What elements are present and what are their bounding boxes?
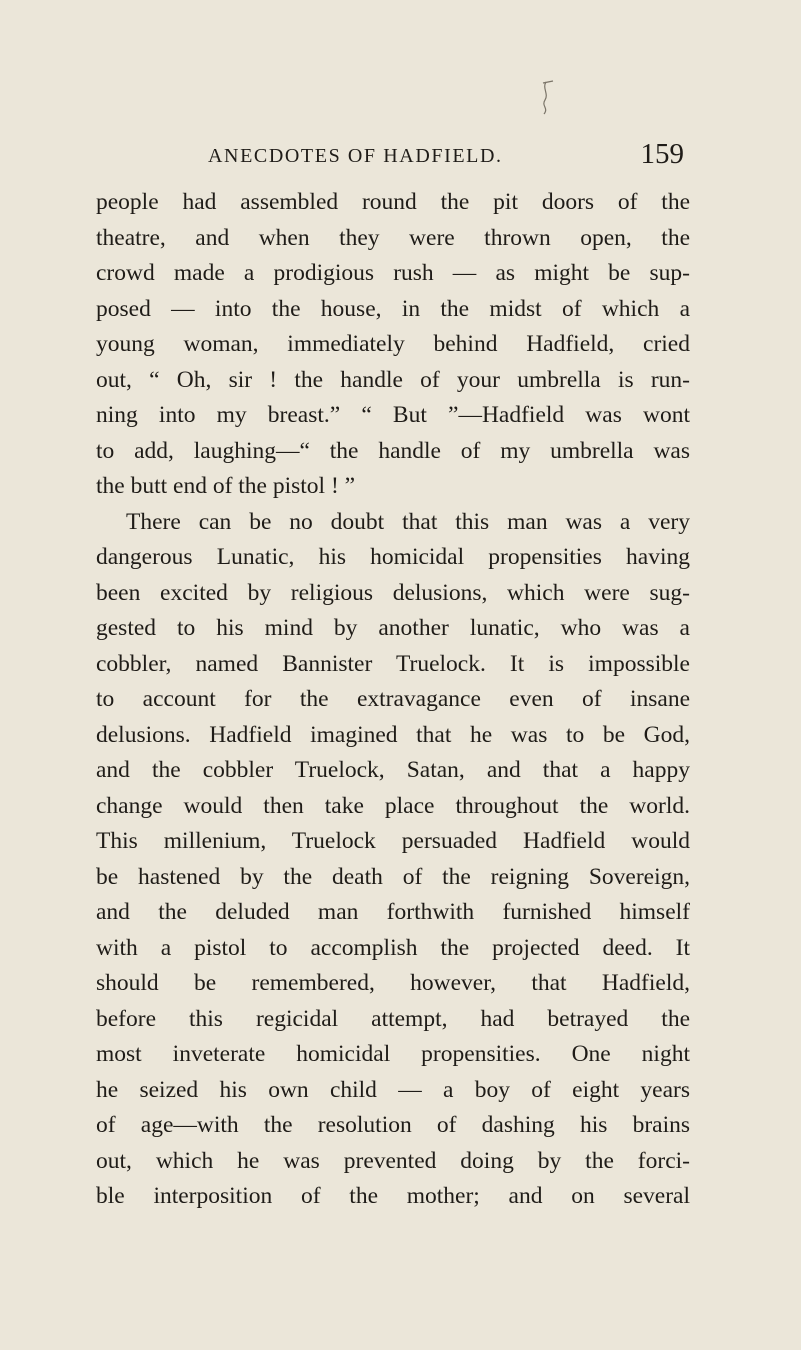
text-line: change would then take place throughout the world. (96, 792, 690, 819)
text-line: been excited by religious delusions, which were sug- (96, 579, 690, 606)
running-head (208, 138, 684, 174)
text-line: of age—with the resolution of dashing his brains (96, 1112, 690, 1138)
text-line: and the cobbler Truelock, Satan, and that a happy (96, 757, 690, 783)
text-line: before this regicidal attempt, had betrayed the (96, 1005, 690, 1032)
text-line: with a pistol to accomplish the projected deed. It (96, 934, 690, 961)
text-line: most inveterate homicidal propensities. One night (96, 1041, 690, 1067)
text-line: dangerous Lunatic, his homicidal propensities having (96, 544, 690, 570)
text-line: and the deluded man forthwith furnished himself (96, 899, 690, 925)
text-line: theatre, and when they were thrown open, the (96, 224, 690, 251)
text-line: to account for the extravagance even of insane (96, 686, 690, 712)
text-line: the butt end of the pistol ! ” (96, 473, 356, 499)
text-line: to add, laughing—“ the handle of my umbrella was (96, 437, 690, 464)
running-title: ANECDOTES OF HADFIELD. (208, 145, 503, 167)
text-line: crowd made a prodigious rush — as might be sup- (96, 260, 690, 286)
body-text (96, 185, 690, 1215)
text-line: ning into my breast.” “ But ”—Hadfield was wont (96, 402, 690, 428)
text-line: young woman, immediately behind Hadfield, cried (96, 331, 690, 357)
text-line: posed — into the house, in the midst of which a (96, 295, 690, 322)
text-line: be hastened by the death of the reigning Sovereign, (96, 863, 690, 890)
text-line: This millenium, Truelock persuaded Hadfield would (96, 828, 690, 854)
text-line: cobbler, named Bannister Truelock. It is impossible (96, 650, 690, 677)
text-line: out, which he was prevented doing by the forci- (96, 1147, 690, 1174)
text-line: he seized his own child — a boy of eight years (96, 1076, 690, 1103)
text-line: should be remembered, however, that Hadfield, (96, 970, 690, 996)
text-line: gested to his mind by another lunatic, who was a (96, 615, 690, 641)
page-number: 159 (640, 138, 684, 170)
pencil-mark-icon (538, 80, 556, 116)
paragraph-start-line: There can be no doubt that this man was a very (126, 508, 690, 535)
text-line: delusions. Hadfield imagined that he was to be God, (96, 721, 690, 748)
text-line: out, “ Oh, sir ! the handle of your umbrella is run- (96, 366, 690, 393)
text-line: ble interposition of the mother; and on several (96, 1183, 690, 1209)
text-line: people had assembled round the pit doors of the (96, 189, 690, 215)
